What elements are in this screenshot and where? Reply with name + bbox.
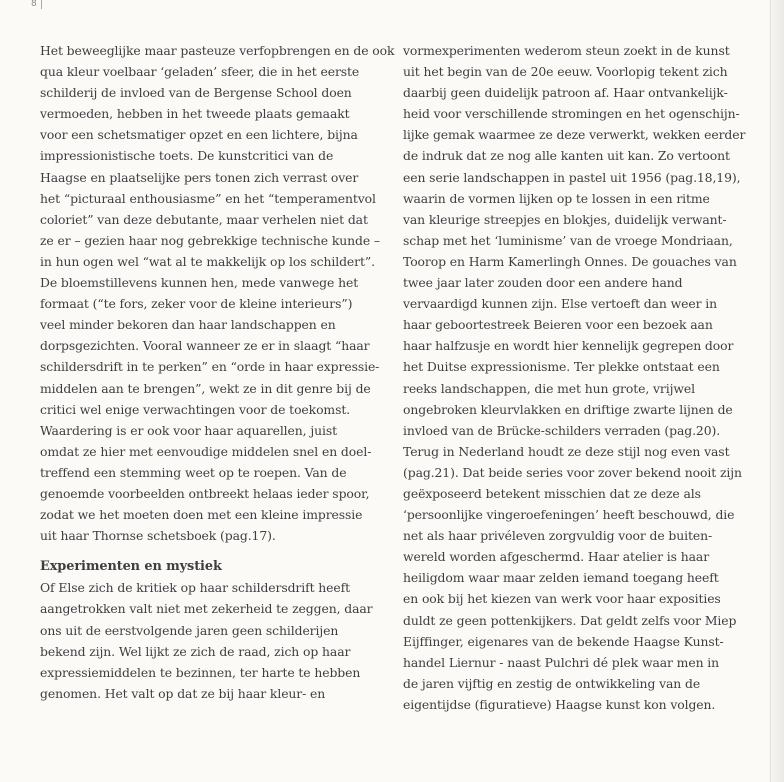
text-line: zodat we het moeten doen met een kleine impressie (40, 507, 363, 523)
text-line: reeks landschappen, die met hun grote, vrijwel (403, 380, 695, 396)
paragraph (403, 40, 763, 715)
text-line: (pag.21). Dat beide series voor zover bekend nooit zijn (403, 464, 742, 480)
text-line: dorpsgezichten. Vooral wanneer ze er in slaagt “haar (40, 338, 370, 354)
text-line: Waardering is er ook voor haar aquarellen, juist (40, 422, 337, 438)
text-line: heid voor verschillende stromingen en het ogenschijn- (403, 106, 740, 122)
text-line: omdat ze hier met eenvoudige middelen snel en doel- (40, 443, 372, 459)
text-line: ons uit de eerstvolgende jaren geen schilderijen (40, 622, 339, 638)
text-line: een serie landschappen in pastel uit 1956 (pag.18,19), (403, 169, 741, 185)
text-line: ongebroken kleurvlakken en driftige zwarte lijnen de (403, 401, 733, 417)
text-line: uit het begin van de 20e eeuw. Voorlopig tekent zich (403, 64, 728, 80)
text-line: het “picturaal enthousiasme” en het “temperamentvol (40, 190, 376, 206)
text-line: bekend zijn. Wel lijkt ze zich de raad, zich op haar (40, 643, 351, 659)
text-line: formaat (“te fors, zeker voor de kleine interieurs”) (40, 296, 353, 312)
text-line: waarin de vormen lijken op te lossen in een ritme (403, 190, 710, 206)
folio (31, 0, 42, 9)
text-line: critici wel enige verwachtingen voor de toekomst. (40, 401, 351, 417)
paragraph (40, 40, 395, 546)
text-line: van kleurige streepjes en blokjes, duidelijk verwant- (403, 211, 727, 227)
text-line: vormexperimenten wederom steun zoekt in de kunst (403, 43, 730, 58)
text-line: middelen aan te brengen”, wekt ze in dit genre bij de (40, 380, 371, 396)
text-line: net als haar privéleven zorgvuldig voor de buiten- (403, 528, 713, 544)
text-line: haar geboortestreek Beieren voor een bezoek aan (403, 317, 713, 333)
text-line: duldt ze geen pottenkijkers. Dat geldt zelfs voor Miep (403, 612, 737, 628)
text-line: Terug in Nederland houdt ze deze stijl nog even vast (403, 443, 730, 459)
text-line: vermoeden, hebben in het tweede plaats gemaakt (40, 106, 350, 122)
text-line: invloed van de Brücke-schilders verraden (pag.20). (403, 422, 721, 438)
text-line: schilderij de invloed van de Bergense School doen (40, 85, 352, 101)
text-line: wereld worden afgeschermd. Haar atelier is haar (403, 549, 710, 565)
text-line: uit haar Thornse schetsboek (pag.17). (40, 528, 276, 544)
paragraph (40, 577, 380, 704)
text-line: Het beweeglijke maar pasteuze verfopbrengen en de ook (40, 43, 395, 58)
text-line: treffend een stemming weet op te roepen. Van de (40, 464, 347, 480)
text-line: schap met het ‘luminisme’ van de vroege Mondriaan, (403, 232, 733, 248)
text-line: genomen. Het valt op dat ze bij haar kleur- en (40, 685, 326, 701)
text-line: voor een schetsmatiger opzet en een lichtere, bijna (40, 127, 358, 143)
text-line: eigentijdse (figuratieve) Haagse kunst kon volgen. (403, 696, 716, 712)
text-line: genoemde voorbeelden ontbreekt helaas ieder spoor, (40, 485, 370, 501)
text-line: Haagse en plaatselijke pers tonen zich verrast over (40, 169, 359, 185)
text-line: lijke gemak waarmee ze deze verwerkt, wekken eerder (403, 127, 746, 143)
scan-edge (770, 0, 784, 782)
text-line: de jaren vijftig en zestig de ontwikkeling van de (403, 675, 701, 691)
text-line: daarbij geen duidelijk patroon af. Haar ontvankelijk- (403, 85, 728, 101)
text-line: ‘persoonlijke vingeroefeningen’ heeft beschouwd, die (403, 507, 735, 523)
section-heading: Experimenten en mystiek (40, 559, 222, 575)
text-line: Eijffinger, eigenares van de bekende Haagse Kunst- (403, 633, 724, 649)
folio-divider (41, 0, 42, 9)
text-line: het Duitse expressionisme. Ter plekke ontstaat een (403, 359, 720, 375)
text-line: ze er – gezien haar nog gebrekkige technische kunde – (40, 232, 380, 248)
text-line: Of Else zich de kritiek op haar schildersdrift heeft (40, 580, 351, 596)
text-line: en ook bij het kiezen van werk voor haar exposities (403, 591, 721, 607)
text-line: De bloemstillevens kunnen hen, mede vanwege het (40, 275, 359, 291)
text-line: schildersdrift in te perken” en “orde in haar expressie- (40, 359, 380, 375)
text-line: expressiemiddelen te bezinnen, ter harte te hebben (40, 664, 361, 680)
text-line: aangetrokken valt niet met zekerheid te zeggen, daar (40, 601, 373, 617)
text-line: haar halfzusje en wordt hier kennelijk gegrepen door (403, 338, 734, 354)
text-column-right (403, 40, 763, 715)
text-line: twee jaar later zouden door een andere hand (403, 275, 683, 291)
text-line: heiligdom waar maar zelden iemand toegang heeft (403, 570, 719, 586)
text-line: impressionistische toets. De kunstcritici van de (40, 148, 334, 164)
text-line: de indruk dat ze nog alle kanten uit kan. Zo vertoont (403, 148, 730, 164)
text-line: in hun ogen wel “wat al te makkelijk op los schildert”. (40, 253, 375, 269)
text-line: veel minder bekoren dan haar landschappen en (40, 317, 336, 333)
text-line: Toorop en Harm Kamerlingh Onnes. De gouaches van (403, 253, 737, 269)
text-line: coloriet” van deze debutante, maar verhelen niet dat (40, 211, 368, 227)
page-number: 8 (31, 0, 37, 9)
text-column-left (40, 40, 395, 704)
text-line: geëxposeerd betekent misschien dat ze deze als (403, 485, 701, 501)
text-line: handel Liernur - naast Pulchri dé plek waar men in (403, 654, 720, 670)
text-line: qua kleur voelbaar ‘geladen’ sfeer, die in het eerste (40, 64, 360, 80)
text-line: vervaardigd kunnen zijn. Else vertoeft dan weer in (403, 296, 718, 312)
